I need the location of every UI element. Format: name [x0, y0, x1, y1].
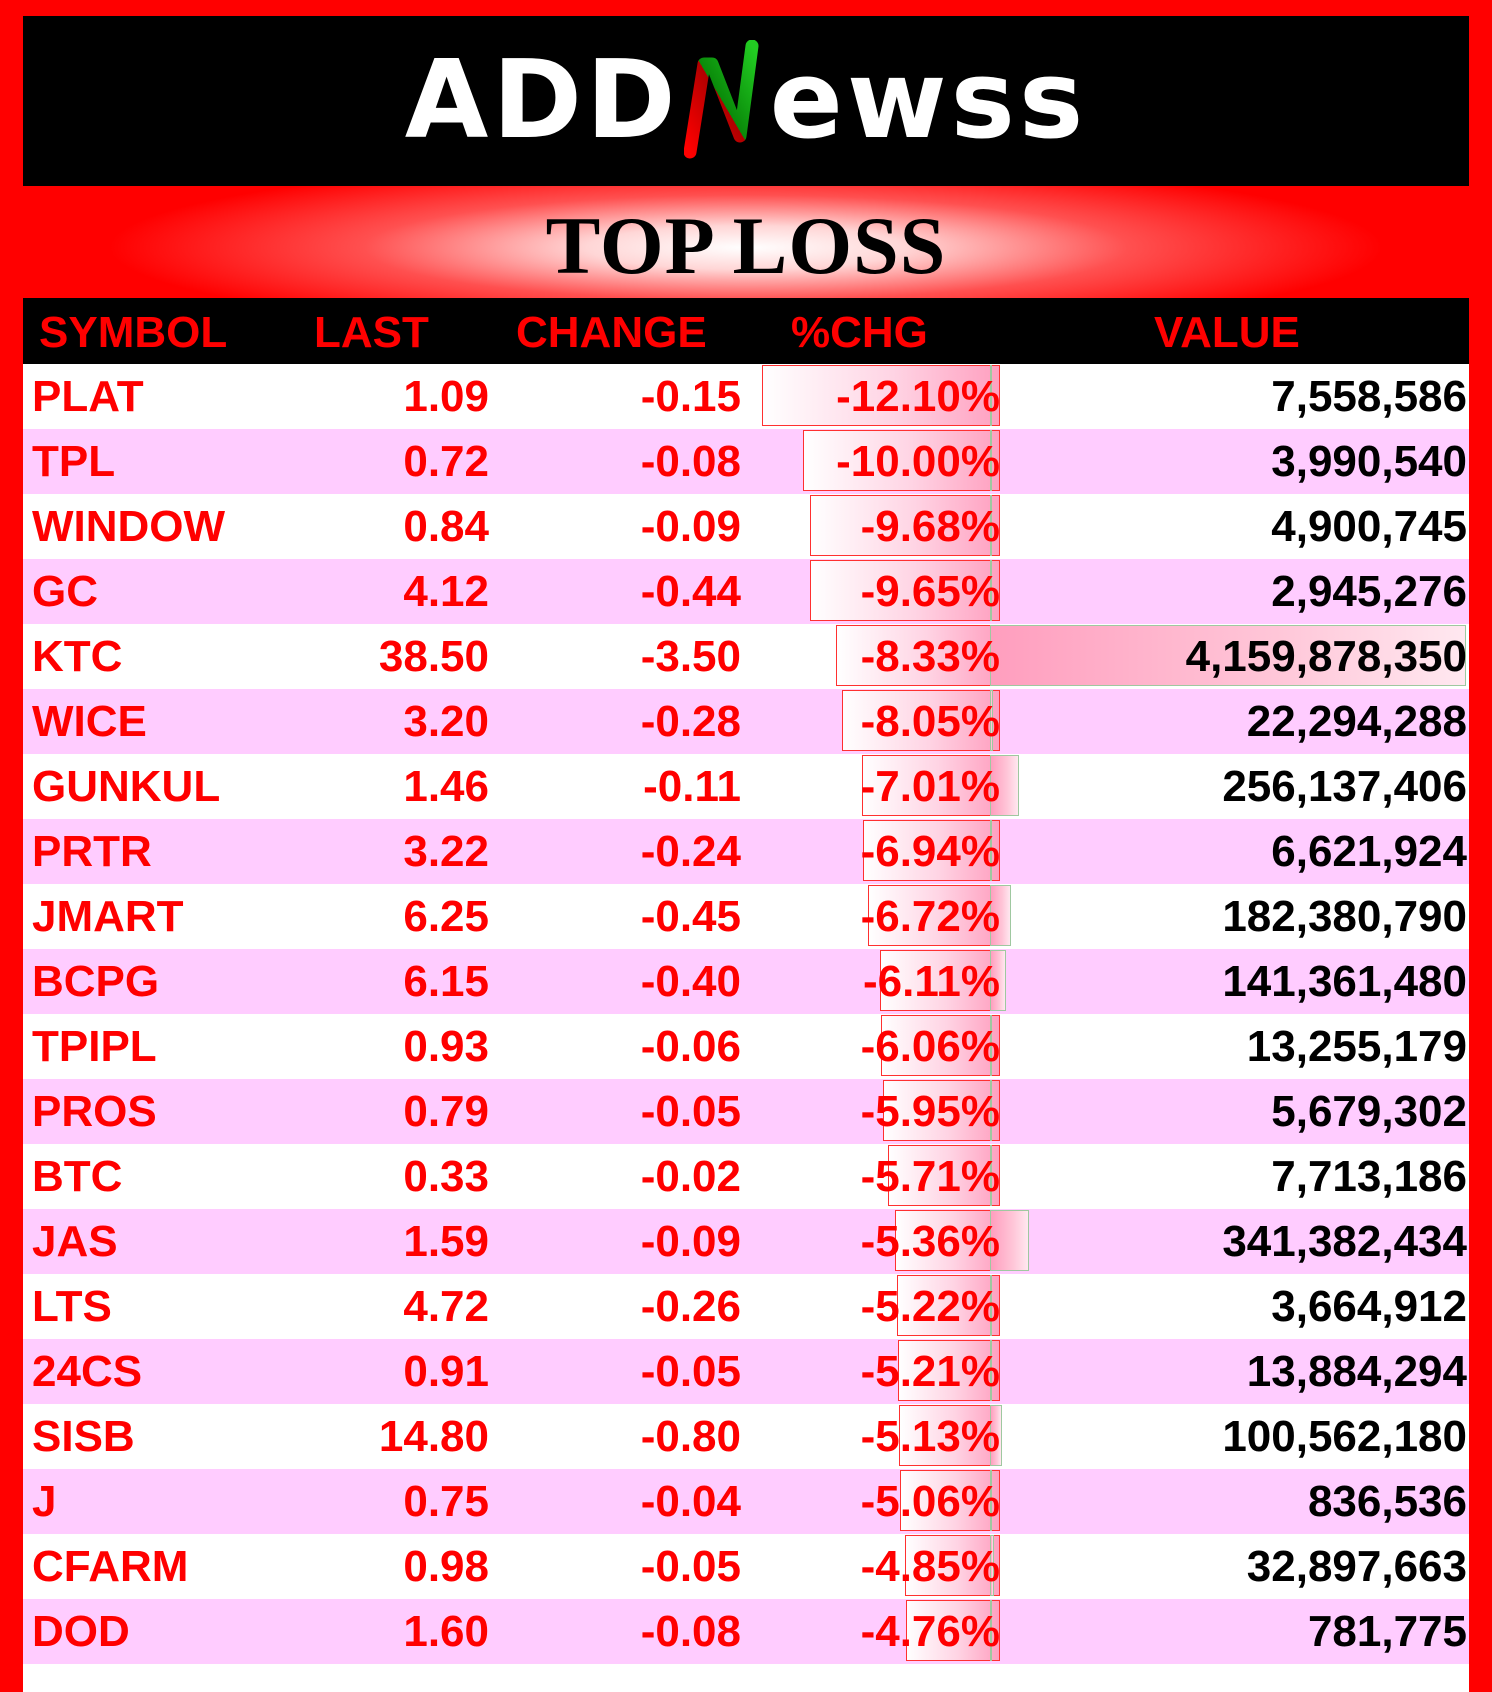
cell-last: 4.12: [403, 567, 489, 616]
cell-last: 1.60: [403, 1607, 489, 1656]
cell-change: -0.40: [640, 957, 741, 1006]
cell-symbol: LTS: [32, 1282, 112, 1331]
cell-value: 13,255,179: [1246, 1022, 1467, 1071]
cell-symbol: TPL: [32, 437, 116, 486]
cell-pct-change: -4.85%: [860, 1542, 1000, 1591]
cell-pct-change: -5.06%: [860, 1477, 1000, 1526]
cell-pct-change: -5.95%: [860, 1087, 1000, 1136]
cell-symbol: WINDOW: [32, 502, 226, 551]
cell-change: -0.80: [640, 1412, 741, 1461]
cell-value: 5,679,302: [1271, 1087, 1467, 1136]
table-row: [23, 1599, 1469, 1664]
cell-change: -0.05: [640, 1087, 741, 1136]
cell-last: 1.46: [403, 762, 489, 811]
cell-value: 256,137,406: [1222, 762, 1467, 811]
cell-symbol: JAS: [32, 1217, 118, 1266]
table-row: [23, 364, 1469, 429]
cell-change: -0.08: [640, 437, 741, 486]
cell-pct-change: -6.11%: [863, 957, 1000, 1006]
cell-value: 2,945,276: [1271, 567, 1467, 616]
cell-change: -0.24: [640, 827, 741, 876]
cell-pct-change: -5.13%: [860, 1412, 1000, 1461]
table-row: [23, 1079, 1469, 1144]
cell-pct-change: -5.21%: [860, 1347, 1000, 1396]
table-row: [23, 1469, 1469, 1534]
cell-change: -0.06: [640, 1022, 741, 1071]
table-row: [23, 1274, 1469, 1339]
cell-change: -0.09: [640, 502, 741, 551]
cell-symbol: BCPG: [32, 957, 160, 1006]
cell-change: -0.26: [640, 1282, 741, 1331]
cell-value: 13,884,294: [1246, 1347, 1467, 1396]
cell-value: 182,380,790: [1222, 892, 1467, 941]
cell-change: -0.15: [640, 372, 741, 421]
cell-change: -0.28: [640, 697, 741, 746]
logo-text-add: ADD: [404, 38, 680, 163]
table-row: [23, 559, 1469, 624]
cell-last: 0.91: [403, 1347, 489, 1396]
table-row: [23, 1014, 1469, 1079]
table-row: [23, 624, 1469, 689]
cell-change: -0.45: [640, 892, 741, 941]
cell-last: 0.93: [403, 1022, 489, 1071]
cell-value: 7,558,586: [1271, 372, 1467, 421]
cell-last: 38.50: [378, 632, 489, 681]
cell-symbol: DOD: [32, 1607, 130, 1656]
cell-change: -0.44: [640, 567, 741, 616]
table-body: [23, 364, 1469, 1664]
cell-change: -0.04: [640, 1477, 741, 1526]
col-header-change: CHANGE: [516, 308, 707, 357]
table-row: [23, 884, 1469, 949]
cell-last: 1.59: [403, 1217, 489, 1266]
col-header-symbol: SYMBOL: [39, 308, 228, 357]
cell-value: 141,361,480: [1222, 957, 1467, 1006]
brand-logo: [405, 40, 1087, 162]
cell-value: 7,713,186: [1271, 1152, 1467, 1201]
cell-last: 0.33: [403, 1152, 489, 1201]
cell-symbol: BTC: [32, 1152, 123, 1201]
table-row: [23, 689, 1469, 754]
cell-pct-change: -5.36%: [860, 1217, 1000, 1266]
cell-last: 14.80: [378, 1412, 489, 1461]
cell-symbol: PROS: [32, 1087, 157, 1136]
cell-pct-change: -8.05%: [860, 697, 1000, 746]
cell-value: 22,294,288: [1246, 697, 1467, 746]
cell-pct-change: -7.01%: [860, 762, 1000, 811]
top-loss-table: [23, 298, 1469, 1692]
cell-change: -3.50: [640, 632, 741, 681]
cell-pct-change: -4.76%: [860, 1607, 1000, 1656]
cell-symbol: J: [32, 1477, 57, 1526]
cell-pct-change: -9.65%: [860, 567, 1000, 616]
cell-symbol: TPIPL: [32, 1022, 157, 1071]
col-header-last: LAST: [314, 308, 429, 357]
cell-last: 1.09: [403, 372, 489, 421]
cell-change: -0.05: [640, 1542, 741, 1591]
cell-symbol: SISB: [32, 1412, 135, 1461]
table-row: [23, 1404, 1469, 1469]
cell-pct-change: -6.94%: [860, 827, 1000, 876]
cell-last: 0.72: [403, 437, 489, 486]
cell-symbol: PLAT: [32, 372, 144, 421]
cell-change: -0.05: [640, 1347, 741, 1396]
cell-last: 0.75: [403, 1477, 489, 1526]
cell-change: -0.11: [643, 762, 741, 811]
col-header-pct-change: %CHG: [791, 308, 928, 357]
table-header: [23, 298, 1469, 364]
cell-symbol: PRTR: [32, 827, 152, 876]
title-band: [23, 186, 1469, 298]
logo-n-icon: [684, 40, 766, 162]
cell-value: 100,562,180: [1222, 1412, 1467, 1461]
table-row: [23, 1339, 1469, 1404]
cell-pct-change: -9.68%: [860, 502, 1000, 551]
col-header-value: VALUE: [1154, 308, 1300, 357]
cell-pct-change: -5.71%: [860, 1152, 1000, 1201]
cell-value: 341,382,434: [1222, 1217, 1467, 1266]
page-title: TOP LOSS: [545, 200, 947, 291]
logo-bar: [23, 16, 1469, 186]
cell-value: 4,900,745: [1271, 502, 1467, 551]
cell-change: -0.08: [640, 1607, 741, 1656]
table-row: [23, 949, 1469, 1014]
cell-symbol: 24CS: [32, 1347, 143, 1396]
cell-value: 4,159,878,350: [1185, 632, 1467, 681]
table-row: [23, 429, 1469, 494]
cell-last: 0.84: [403, 502, 489, 551]
cell-last: 0.79: [403, 1087, 489, 1136]
cell-last: 3.22: [403, 827, 489, 876]
cell-symbol: JMART: [32, 892, 184, 941]
table-row: [23, 494, 1469, 559]
cell-last: 3.20: [403, 697, 489, 746]
cell-change: -0.02: [640, 1152, 741, 1201]
cell-last: 6.15: [403, 957, 489, 1006]
cell-last: 0.98: [403, 1542, 489, 1591]
table-row: [23, 1209, 1469, 1274]
table-row: [23, 1144, 1469, 1209]
cell-value: 32,897,663: [1246, 1542, 1467, 1591]
table-row: [23, 1534, 1469, 1599]
cell-value: 781,775: [1307, 1607, 1467, 1656]
cell-pct-change: -12.10%: [836, 372, 1000, 421]
cell-pct-change: -5.22%: [860, 1282, 1000, 1331]
cell-symbol: WICE: [32, 697, 147, 746]
cell-symbol: GUNKUL: [32, 762, 221, 811]
cell-symbol: KTC: [32, 632, 123, 681]
cell-last: 4.72: [403, 1282, 489, 1331]
cell-value: 6,621,924: [1271, 827, 1467, 876]
cell-pct-change: -8.33%: [860, 632, 1000, 681]
cell-symbol: GC: [32, 567, 98, 616]
table-row: [23, 819, 1469, 884]
cell-pct-change: -10.00%: [836, 437, 1000, 486]
logo-text-ewss: ewss: [769, 38, 1088, 163]
cell-value: 3,664,912: [1271, 1282, 1467, 1331]
cell-pct-change: -6.72%: [860, 892, 1000, 941]
cell-value: 836,536: [1307, 1477, 1467, 1526]
table-row: [23, 754, 1469, 819]
cell-change: -0.09: [640, 1217, 741, 1266]
cell-last: 6.25: [403, 892, 489, 941]
cell-value: 3,990,540: [1271, 437, 1467, 486]
cell-pct-change: -6.06%: [860, 1022, 1000, 1071]
cell-symbol: CFARM: [32, 1542, 189, 1591]
